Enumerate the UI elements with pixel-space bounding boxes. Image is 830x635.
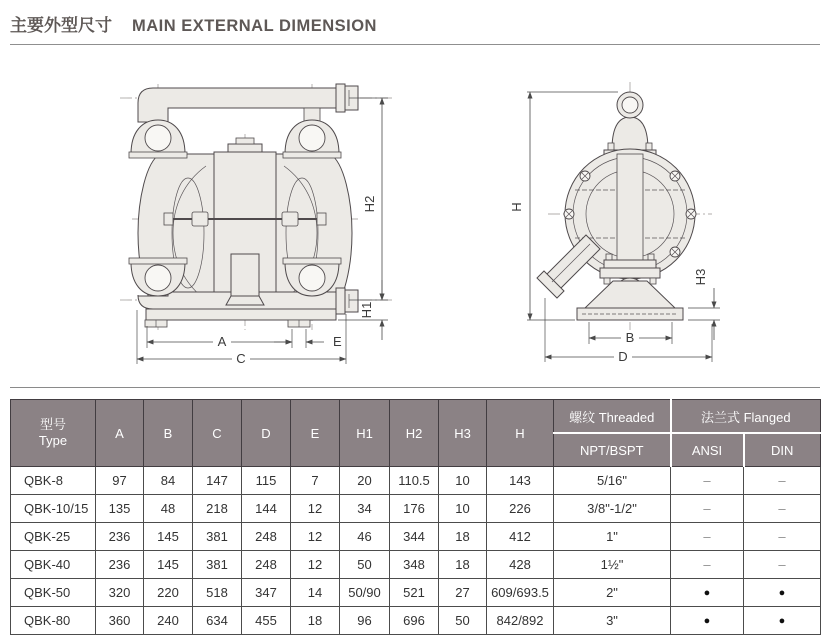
cell-type: QBK-10/15 <box>11 495 96 523</box>
dim-label-b: B <box>625 330 635 345</box>
page-title-english: MAIN EXTERNAL DIMENSION <box>132 17 377 35</box>
cell-din: – <box>744 495 821 523</box>
cell-npt: 5/16" <box>554 467 671 495</box>
cell-c: 381 <box>193 523 242 551</box>
cell-h3: 27 <box>439 579 487 607</box>
cell-e: 14 <box>291 579 340 607</box>
cell-h2: 521 <box>390 579 439 607</box>
front-view-drawing <box>120 84 392 366</box>
cell-e: 7 <box>291 467 340 495</box>
dim-E <box>274 329 342 349</box>
cell-npt: 3/8"-1/2" <box>554 495 671 523</box>
col-header-h3: H3 <box>439 400 487 467</box>
cell-ansi: – <box>671 495 744 523</box>
cell-b: 48 <box>144 495 193 523</box>
table-row <box>11 467 821 495</box>
cell-h: 412 <box>487 523 554 551</box>
col-header-type <box>11 400 96 467</box>
cell-b: 220 <box>144 579 193 607</box>
cell-c: 218 <box>193 495 242 523</box>
cell-h3: 10 <box>439 467 487 495</box>
cell-e: 12 <box>291 523 340 551</box>
cell-h: 428 <box>487 551 554 579</box>
cell-h2: 176 <box>390 495 439 523</box>
cell-ansi: ● <box>671 607 744 635</box>
col-header-din: DIN <box>744 433 821 467</box>
cell-ansi: ● <box>671 579 744 607</box>
cell-a: 97 <box>96 467 144 495</box>
dim-label-a: A <box>217 334 227 349</box>
cell-e: 18 <box>291 607 340 635</box>
cell-type: QBK-80 <box>11 607 96 635</box>
cell-din: ● <box>744 579 821 607</box>
cell-ansi: – <box>671 551 744 579</box>
cell-e: 12 <box>291 551 340 579</box>
cell-npt: 3" <box>554 607 671 635</box>
cell-h2: 348 <box>390 551 439 579</box>
cell-d: 248 <box>242 551 291 579</box>
cell-ansi: – <box>671 523 744 551</box>
cell-din: ● <box>744 607 821 635</box>
side-view-drawing <box>509 82 720 364</box>
cell-h: 143 <box>487 467 554 495</box>
cell-h: 226 <box>487 495 554 523</box>
cell-h1: 96 <box>340 607 390 635</box>
cell-d: 248 <box>242 523 291 551</box>
cell-ansi: – <box>671 467 744 495</box>
cell-h1: 20 <box>340 467 390 495</box>
side-spout <box>537 235 600 298</box>
cell-din: – <box>744 523 821 551</box>
cell-d: 455 <box>242 607 291 635</box>
cell-h1: 34 <box>340 495 390 523</box>
col-header-a: A <box>96 400 144 467</box>
dimension-table-body <box>11 467 821 635</box>
col-header-h2: H2 <box>390 400 439 467</box>
cell-npt: 2" <box>554 579 671 607</box>
stand-and-base <box>577 281 683 320</box>
dim-H2 <box>349 98 388 300</box>
col-header-b: B <box>144 400 193 467</box>
cell-c: 634 <box>193 607 242 635</box>
cell-type: QBK-8 <box>11 467 96 495</box>
cell-h2: 110.5 <box>390 467 439 495</box>
cell-din: – <box>744 467 821 495</box>
cell-h1: 50 <box>340 551 390 579</box>
table-header <box>11 400 821 467</box>
cell-a: 360 <box>96 607 144 635</box>
dim-label-h: H <box>509 202 524 212</box>
cell-b: 84 <box>144 467 193 495</box>
cell-h3: 18 <box>439 551 487 579</box>
table-top-divider <box>10 387 820 388</box>
top-ball-valve-right <box>283 120 341 158</box>
dim-A <box>147 326 292 349</box>
cell-type: QBK-40 <box>11 551 96 579</box>
dim-label-h3: H3 <box>693 268 708 286</box>
cell-h: 609/693.5 <box>487 579 554 607</box>
cell-d: 144 <box>242 495 291 523</box>
cell-d: 115 <box>242 467 291 495</box>
cell-h1: 46 <box>340 523 390 551</box>
cell-h3: 50 <box>439 607 487 635</box>
col-header-ansi: ANSI <box>671 433 744 467</box>
dim-label-e: E <box>333 334 342 349</box>
base-plate <box>145 309 336 327</box>
cell-b: 145 <box>144 551 193 579</box>
center-tube <box>226 254 264 305</box>
cell-a: 320 <box>96 579 144 607</box>
cell-e: 12 <box>291 495 340 523</box>
top-manifold <box>138 84 358 122</box>
table-row <box>11 579 821 607</box>
cell-type: QBK-50 <box>11 579 96 607</box>
col-header-e: E <box>291 400 340 467</box>
col-header-d: D <box>242 400 291 467</box>
cell-din: – <box>744 551 821 579</box>
col-header-npt: NPT/BSPT <box>554 433 671 467</box>
dim-B <box>589 322 672 345</box>
cell-d: 347 <box>242 579 291 607</box>
col-header-threaded: 螺纹 Threaded <box>554 400 671 434</box>
cell-b: 145 <box>144 523 193 551</box>
col-header-type-cn: 型号 <box>39 416 66 432</box>
col-header-type-en: Type <box>38 433 68 448</box>
cell-type: QBK-25 <box>11 523 96 551</box>
col-header-h: H <box>487 400 554 467</box>
cell-a: 236 <box>96 523 144 551</box>
page-title <box>10 0 820 45</box>
cell-h1: 50/90 <box>340 579 390 607</box>
dim-label-h1: H1 <box>359 301 374 319</box>
top-ball-valve-left <box>129 120 187 158</box>
cell-a: 236 <box>96 551 144 579</box>
cell-h2: 344 <box>390 523 439 551</box>
cell-c: 518 <box>193 579 242 607</box>
cell-c: 147 <box>193 467 242 495</box>
table-row <box>11 551 821 579</box>
col-header-h1: H1 <box>340 400 390 467</box>
dim-label-d: D <box>618 349 628 364</box>
dim-label-c: C <box>236 351 246 366</box>
cell-h3: 18 <box>439 523 487 551</box>
col-header-flanged: 法兰式 Flanged <box>671 400 821 434</box>
dim-label-h2: H2 <box>362 195 377 213</box>
table-row <box>11 495 821 523</box>
cell-c: 381 <box>193 551 242 579</box>
table-row <box>11 607 821 635</box>
pump-dimension-drawings <box>0 45 830 387</box>
cell-h2: 696 <box>390 607 439 635</box>
cell-npt: 1½" <box>554 551 671 579</box>
dimension-table <box>10 399 821 635</box>
cell-npt: 1" <box>554 523 671 551</box>
dim-H3 <box>688 269 720 340</box>
cell-h3: 10 <box>439 495 487 523</box>
page-title-chinese: 主要外型尺寸 <box>10 16 112 35</box>
cell-a: 135 <box>96 495 144 523</box>
table-row <box>11 523 821 551</box>
cell-b: 240 <box>144 607 193 635</box>
col-header-c: C <box>193 400 242 467</box>
cell-h: 842/892 <box>487 607 554 635</box>
